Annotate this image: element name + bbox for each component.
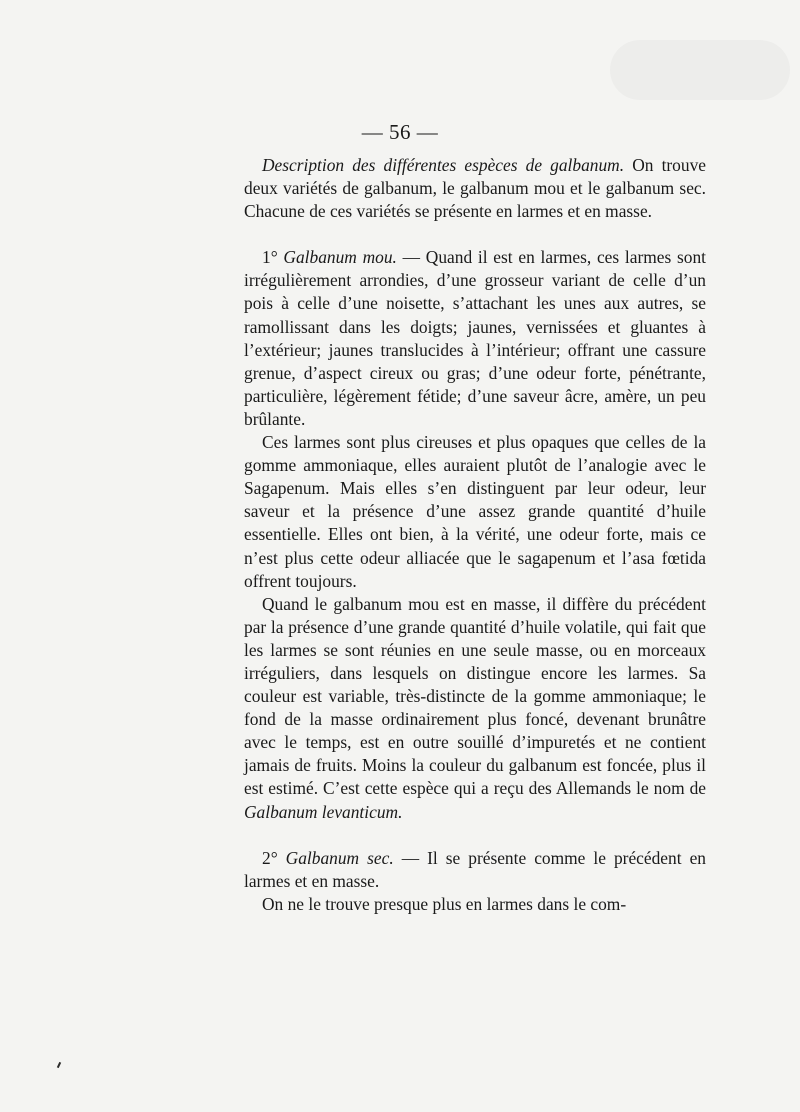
paragraph-galbanum-mou bbox=[244, 246, 706, 431]
paragraph-galbanum-masse bbox=[244, 593, 706, 824]
ink-speck bbox=[57, 1062, 61, 1068]
section-title-galbanum-sec: Galbanum sec. bbox=[285, 847, 394, 868]
paragraph-galbanum-sec bbox=[244, 847, 706, 893]
section-number-2: 2° bbox=[262, 847, 286, 868]
page-number: — 56 — bbox=[361, 120, 439, 144]
body-text bbox=[244, 154, 706, 916]
section-title-galbanum-mou: Galbanum mou. bbox=[283, 247, 397, 268]
paragraph-larmes-cireuses: Ces larmes sont plus cireuses et plus opaques que celles de la gomme ammoniaque, elles auraient plutôt de l’analogie avec le Sagapenum. Mais elles s’en distinguent par leur odeur, leur saveur et la présence d’une assez grande quantité d’huile essentielle. Elles ont bien, à la vérité, une odeur forte, mais ce n’est plus cette odeur alliacée que le sagapenum et l’asa fœtida offrent toujours. bbox=[244, 432, 706, 591]
section-gap bbox=[244, 223, 706, 246]
paragraph-description-text: On trouve deux variétés de galbanum, le galbanum mou et le galbanum sec. Chacune de ces variétés se présente en larmes et en masse. bbox=[244, 155, 706, 222]
paragraph-galbanum-masse-text: Quand le galbanum mou est en masse, il diffère du précédent par la présence d’une grande quantité d’huile volatile, qui fait que les larmes se sont réunies en une seule masse, ou en morceaux irréguliers, dans lesquels on distingue encore les larmes. Sa couleur est variable, très-distincte de la gomme ammoniaque; le fond de la masse ordinairement plus foncé, devenant brunâtre avec le temps, est en outre souillé d’impuretés et ne contient jamais de fruits. Moins la couleur du galbanum est foncée, plus il est estimé. C’est cette espèce qui a reçu des Allemands le nom de bbox=[244, 593, 706, 799]
bleed-through-smudge bbox=[610, 40, 790, 100]
section-number-1: 1° bbox=[262, 247, 284, 268]
section-gap bbox=[244, 824, 706, 847]
paragraph-galbanum-sec-text: — Il se présente comme le précédent en larmes et en masse. bbox=[244, 847, 706, 891]
paragraph-description-title: Description des différentes espèces de galbanum. bbox=[262, 155, 625, 175]
paragraph-description bbox=[244, 154, 706, 223]
paragraph-continuation: On ne le trouve presque plus en larmes dans le com- bbox=[262, 893, 627, 914]
galbanum-levanticum-term: Galbanum levanticum. bbox=[244, 801, 403, 822]
paragraph-galbanum-mou-text: — Quand il est en larmes, ces larmes sont irrégulièrement arrondies, d’une grosseur variant de celle d’un pois à celle d’une noisette, s’attachant les unes aux autres, se ramollissant dans les doigts; jaunes, vernissées et gluantes à l’extérieur; jaunes translucides à l’intérieur; offrant une cassure grenue, d’aspect cireux ou gras; d’une odeur forte, pénétrante, particulière, légèrement fétide; d’une saveur âcre, amère, un peu brûlante. bbox=[244, 247, 707, 429]
